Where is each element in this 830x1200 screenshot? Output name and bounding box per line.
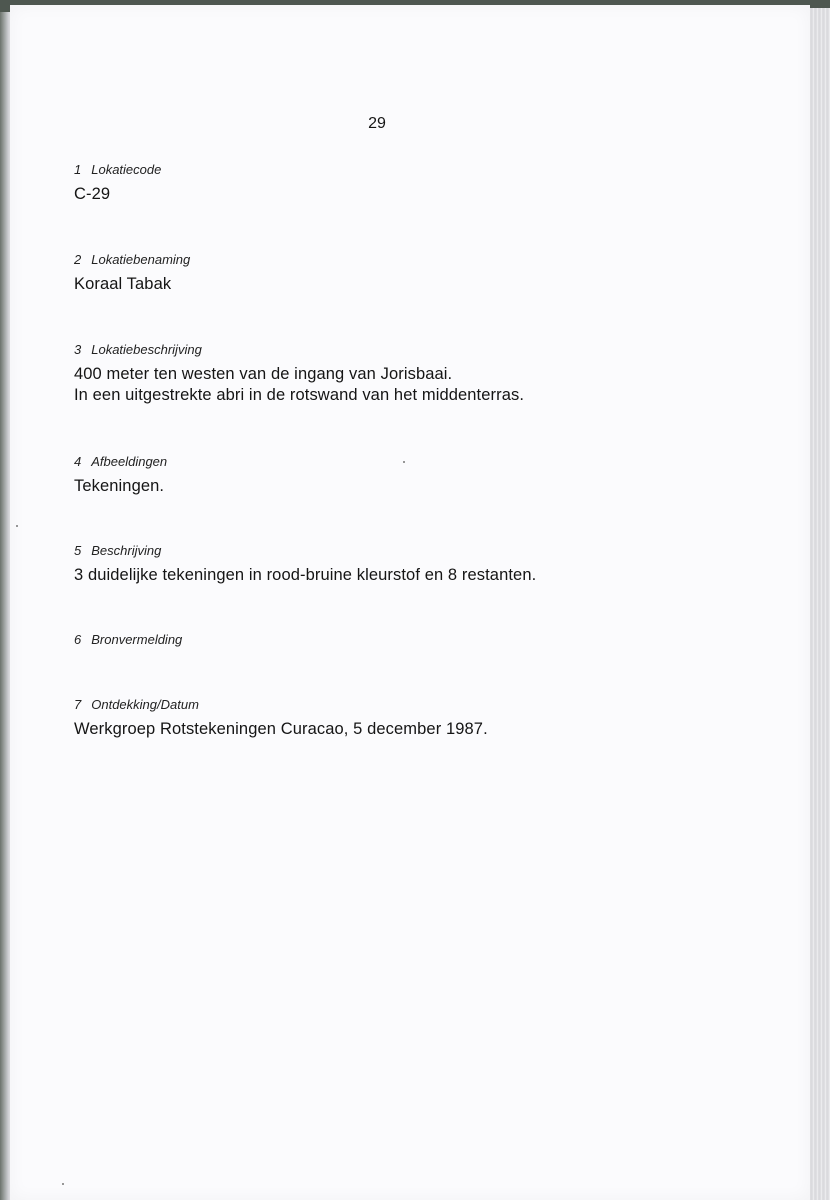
paper-speck xyxy=(403,461,405,463)
section-value: Koraal Tabak xyxy=(74,275,172,293)
section-value: Tekeningen. xyxy=(74,477,165,495)
paper-speck xyxy=(16,525,18,527)
section-label: 6 Bronvermelding xyxy=(74,632,183,647)
section-bronvermelding xyxy=(74,632,182,647)
section-label: 1 Lokatiecode xyxy=(74,162,162,177)
section-label: 2 Lokatiebenaming xyxy=(74,252,191,267)
section-value: C-29 xyxy=(74,185,111,203)
document-page xyxy=(10,5,810,1200)
page-number: 29 xyxy=(368,115,386,132)
section-ontdekking-datum xyxy=(74,697,488,740)
section-value: 400 meter ten westen van de ingang van Jorisbaai. In een uitgestrekte abri in de rotswand van het middenterras. xyxy=(74,365,525,404)
paper-speck xyxy=(62,1183,64,1185)
section-beschrijving xyxy=(74,543,536,586)
section-value: 3 duidelijke tekeningen in rood-bruine kleurstof en 8 restanten. xyxy=(74,566,537,584)
section-afbeeldingen xyxy=(74,454,167,497)
section-label: 7 Ontdekking/Datum xyxy=(74,697,199,712)
section-label: 3 Lokatiebeschrijving xyxy=(74,342,202,357)
section-lokatiecode xyxy=(74,162,161,205)
section-lokatiebenaming xyxy=(74,252,190,295)
section-lokatiebeschrijving xyxy=(74,342,524,406)
section-label: 5 Beschrijving xyxy=(74,543,162,558)
section-label: 4 Afbeeldingen xyxy=(74,454,168,469)
section-value: Werkgroep Rotstekeningen Curacao, 5 december 1987. xyxy=(74,720,488,738)
